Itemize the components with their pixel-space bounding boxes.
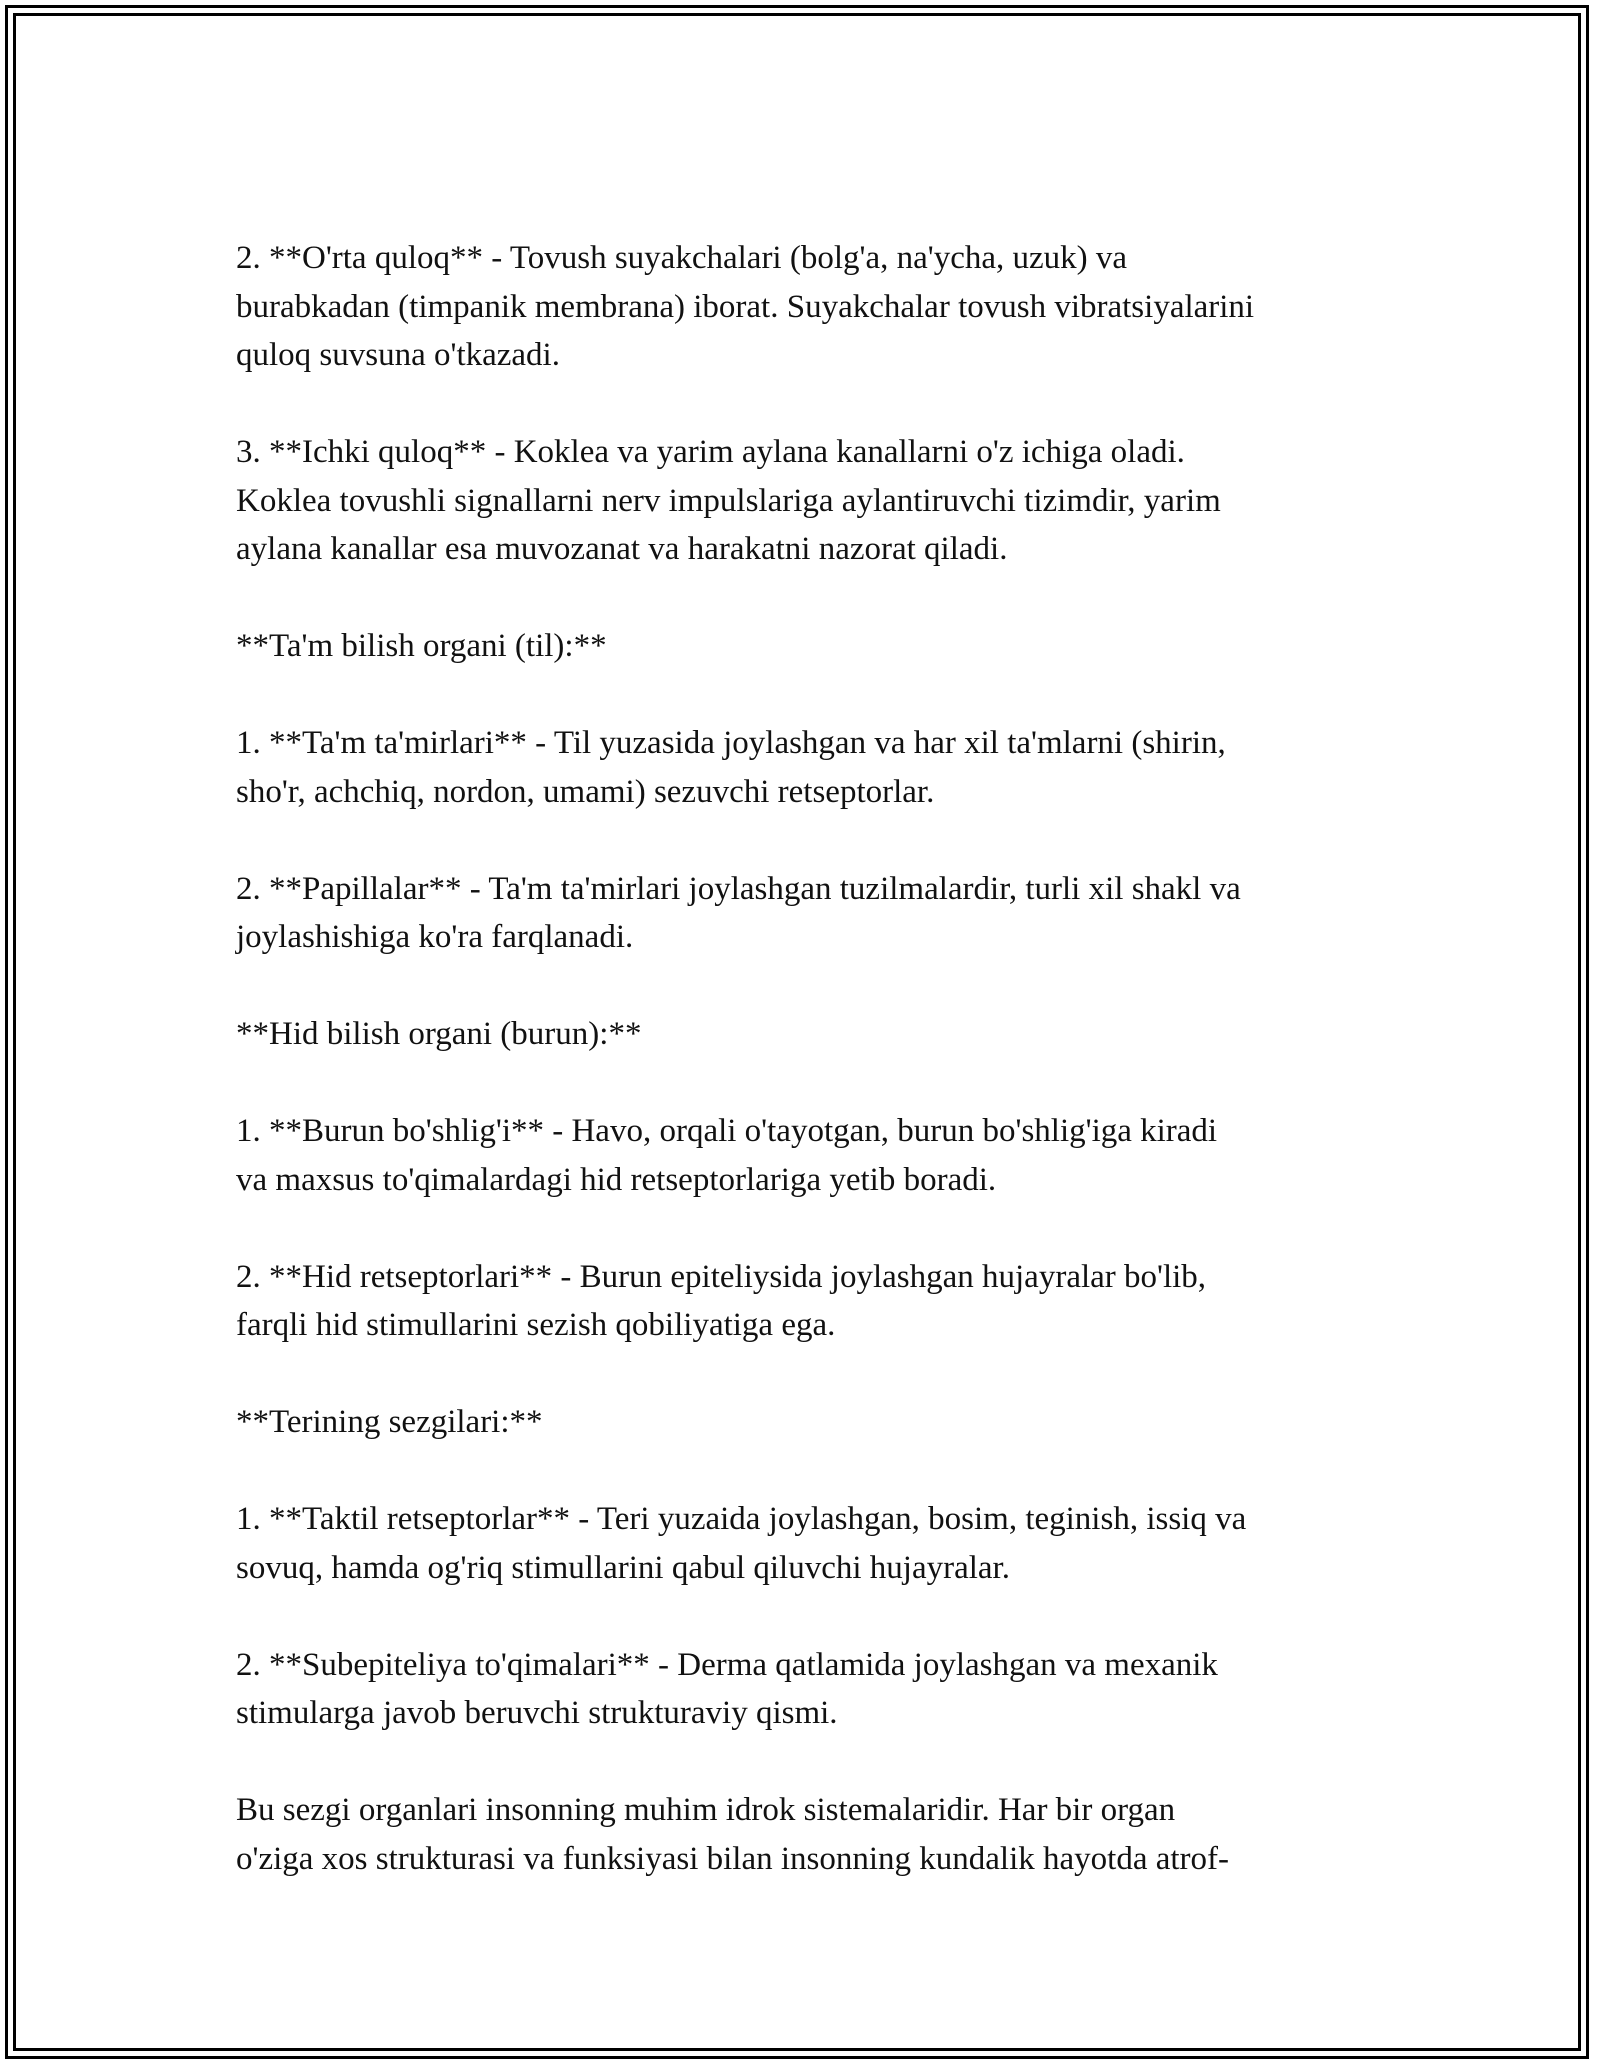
text-line: va maxsus to'qimalardagi hid retseptorlariga yetib boradi. (236, 1161, 997, 1198)
text-line: o'ziga xos strukturasi va funksiyasi bilan insonning kundalik hayotda atrof- (236, 1840, 1230, 1877)
text-line: burabkadan (timpanik membrana) iborat. Suyakchalar tovush vibratsiyalarini (236, 288, 1255, 325)
document-body (236, 234, 1386, 1883)
text-line: 2. **Papillalar** - Ta'm ta'mirlari joylashgan tuzilmalardir, turli xil shakl va (236, 870, 1241, 907)
text-line: joylashishiga ko'ra farqlanadi. (236, 919, 634, 955)
paragraph (236, 865, 1386, 962)
text-line: 2. **Hid retseptorlari** - Burun epiteliysida joylashgan hujayralar bo'lib, (236, 1258, 1207, 1295)
text-line: stimularga javob beruvchi strukturaviy qismi. (236, 1695, 838, 1731)
text-line: sovuq, hamda og'riq stimullarini qabul qiluvchi hujayralar. (236, 1549, 1010, 1586)
text-line: aylana kanallar esa muvozanat va harakatni nazorat qiladi. (236, 531, 1008, 567)
paragraph (236, 1786, 1386, 1883)
text-line: sho'r, achchiq, nordon, umami) sezuvchi retseptorlar. (236, 773, 935, 810)
text-line: 3. **Ichki quloq** - Koklea va yarim aylana kanallarni o'z ichiga oladi. (236, 434, 1185, 470)
text-line: 1. **Burun bo'shlig'i** - Havo, orqali o'tayotgan, burun bo'shlig'iga kiradi (236, 1113, 1218, 1149)
text-line: Koklea tovushli signallarni nerv impulslariga aylantiruvchi tizimdir, yarim (236, 482, 1221, 519)
text-line: 1. **Ta'm ta'mirlari** - Til yuzasida joylashgan va har xil ta'mlarni (shirin, (236, 725, 1226, 761)
paragraph (236, 234, 1386, 380)
text-line: **Hid bilish organi (burun):** (236, 1016, 642, 1052)
paragraph (236, 1107, 1386, 1204)
paragraph (236, 1495, 1386, 1592)
text-line: 2. **O'rta quloq** - Tovush suyakchalari (bolg'a, na'ycha, uzuk) va (236, 240, 1128, 276)
paragraph (236, 428, 1386, 574)
text-line: quloq suvsuna o'tkazadi. (236, 337, 560, 373)
section-heading (236, 622, 1386, 671)
text-line: 2. **Subepiteliya to'qimalari** - Derma qatlamida joylashgan va mexanik (236, 1646, 1218, 1683)
paragraph (236, 1641, 1386, 1738)
section-heading (236, 1010, 1386, 1059)
text-line: **Ta'm bilish organi (til):** (236, 628, 607, 664)
paragraph (236, 719, 1386, 816)
text-line: Bu sezgi organlari insonning muhim idrok sistemalaridir. Har bir organ (236, 1792, 1176, 1828)
text-line: farqli hid stimullarini sezish qobiliyatiga ega. (236, 1307, 836, 1343)
section-heading (236, 1398, 1386, 1447)
text-line: 1. **Taktil retseptorlar** - Teri yuzaida joylashgan, bosim, teginish, issiq va (236, 1501, 1247, 1537)
paragraph (236, 1253, 1386, 1350)
text-line: **Terining sezgilari:** (236, 1404, 543, 1440)
